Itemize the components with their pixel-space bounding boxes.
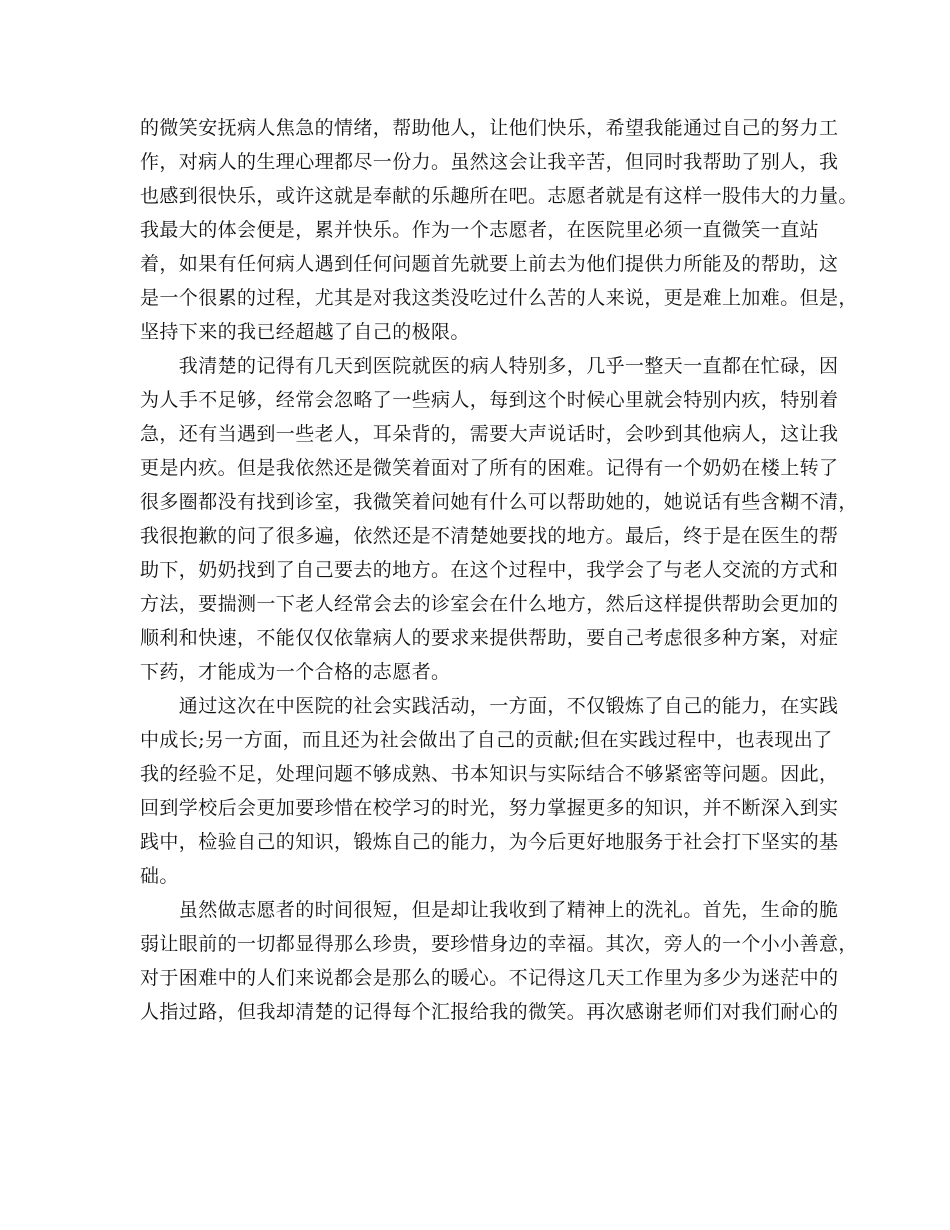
text-line: 通过这次在中医院的社会实践活动，一方面，不仅锻炼了自己的能力，在实践 xyxy=(140,695,839,717)
text-line: 虽然做志愿者的时间很短，但是却让我收到了精神上的洗礼。首先，生命的脆 xyxy=(140,899,839,921)
text-line: 我清楚的记得有几天到医院就医的病人特别多，几乎一整天一直都在忙碌，因 xyxy=(140,355,839,377)
text-line: 方法，要揣测一下老人经常会去的诊室会在什么地方，然后这样提供帮助会更加的 xyxy=(140,593,839,615)
text-line: 人指过路，但我却清楚的记得每个汇报给我的微笑。再次感谢老师们对我们耐心的 xyxy=(140,1001,839,1023)
text-line: 弱让眼前的一切都显得那么珍贵，要珍惜身边的幸福。其次，旁人的一个小小善意， xyxy=(140,933,858,955)
text-line: 是一个很累的过程，尤其是对我这类没吃过什么苦的人来说，更是难上加难。但是， xyxy=(140,287,858,309)
text-line: 助下，奶奶找到了自己要去的地方。在这个过程中，我学会了与老人交流的方式和 xyxy=(140,559,839,581)
text-line: 也感到很快乐，或许这就是奉献的乐趣所在吧。志愿者就是有这样一股伟大的力量。 xyxy=(140,185,858,207)
text-line: 我很抱歉的问了很多遍，依然还是不清楚她要找的地方。最后，终于是在医生的帮 xyxy=(140,525,839,547)
text-line: 着，如果有任何病人遇到任何问题首先就要上前去为他们提供力所能及的帮助，这 xyxy=(140,253,839,275)
text-line: 下药，才能成为一个合格的志愿者。 xyxy=(140,661,451,683)
text-line: 为人手不足够，经常会忽略了一些病人，每到这个时候心里就会特别内疚，特别着 xyxy=(140,389,839,411)
text-line: 对于困难中的人们来说都会是那么的暖心。不记得这几天工作里为多少为迷茫中的 xyxy=(140,967,839,989)
text-line: 我最大的体会便是，累并快乐。作为一个志愿者，在医院里必须一直微笑一直站 xyxy=(140,219,820,241)
text-line: 很多圈都没有找到诊室，我微笑着问她有什么可以帮助她的，她说话有些含糊不清， xyxy=(140,491,858,513)
text-line: 更是内疚。但是我依然还是微笑着面对了所有的困难。记得有一个奶奶在楼上转了 xyxy=(140,457,839,479)
text-line: 的微笑安抚病人焦急的情绪，帮助他人，让他们快乐，希望我能通过自己的努力工 xyxy=(140,117,839,139)
text-line: 我的经验不足，处理问题不够成熟、书本知识与实际结合不够紧密等问题。因此， xyxy=(140,763,839,785)
text-line: 础。 xyxy=(140,865,179,887)
text-line: 急，还有当遇到一些老人，耳朵背的，需要大声说话时，会吵到其他病人，这让我 xyxy=(140,423,839,445)
text-line: 顺利和快速，不能仅仅依靠病人的要求来提供帮助，要自己考虑很多种方案，对症 xyxy=(140,627,839,649)
text-line: 践中，检验自己的知识，锻炼自己的能力，为今后更好地服务于社会打下坚实的基 xyxy=(140,831,839,853)
text-line: 作，对病人的生理心理都尽一份力。虽然这会让我辛苦，但同时我帮助了别人，我 xyxy=(140,151,839,173)
text-line: 回到学校后会更加要珍惜在校学习的时光，努力掌握更多的知识，并不断深入到实 xyxy=(140,797,839,819)
text-line: 坚持下来的我已经超越了自己的极限。 xyxy=(140,321,470,343)
text-line: 中成长;另一方面，而且还为社会做出了自己的贡献;但在实践过程中，也表现出了 xyxy=(140,729,833,751)
